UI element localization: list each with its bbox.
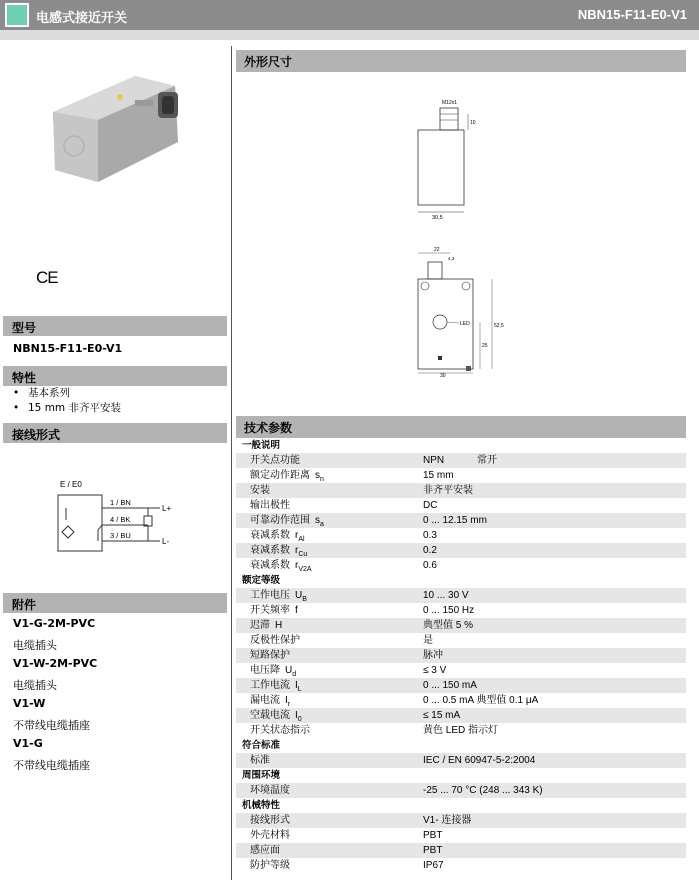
spec-row [236, 618, 686, 633]
spec-row [236, 588, 686, 603]
spec-row [236, 783, 686, 798]
spec-symbol: $U_d$ [285, 665, 297, 678]
svg-text:25: 25 [482, 343, 488, 349]
spec-row [236, 858, 686, 873]
spec-value: 非齐平安装 [423, 485, 473, 496]
accessories-section-header: 附件 [3, 593, 227, 613]
accessory-desc: 不带线电缆插座 [13, 759, 90, 772]
title-bar [0, 0, 699, 30]
spec-symbol: $r_{Al}$ [295, 530, 305, 543]
spec-category [236, 768, 686, 783]
spec-value: -25 ... 70 °C (248 ... 343 K) [423, 785, 543, 796]
page-model-number: NBN15-F11-E0-V1 [577, 7, 687, 22]
spec-value: IP67 [423, 860, 444, 871]
spec-row [236, 453, 686, 468]
spec-key: 衰减系数 $r_{V2A}$ [250, 560, 312, 573]
spec-row [236, 813, 686, 828]
spec-row [236, 648, 686, 663]
spec-key: 工作电压 $U_B$ [250, 590, 307, 603]
spec-row [236, 528, 686, 543]
spec-symbol: $r_{Cu}$ [295, 545, 308, 558]
spec-row [236, 678, 686, 693]
spec-symbol: H [275, 620, 283, 631]
spec-value-secondary: 常开 [477, 455, 497, 466]
svg-text:52,5: 52,5 [494, 323, 504, 329]
specs-table [236, 438, 686, 873]
spec-row [236, 468, 686, 483]
accessory-name: V1-G-2M-PVC [13, 617, 96, 630]
features-section-header: 特性 [3, 366, 227, 386]
spec-key: 衰减系数 $r_{Al}$ [250, 530, 305, 543]
spec-value: NPN [423, 455, 445, 466]
dimension-drawing-front [400, 242, 510, 377]
spec-key: 环境温度 [250, 785, 290, 796]
spec-key: 开关频率 f [250, 605, 298, 616]
spec-key: 漏电流 $I_r$ [250, 695, 291, 708]
spec-symbol: f [295, 605, 298, 616]
accessory-desc: 电缆插头 [13, 639, 57, 652]
wiring-pin-label: 1 / BN [110, 498, 131, 507]
spec-symbol: $I_r$ [285, 695, 291, 708]
spec-category-label: 周围环境 [242, 770, 281, 781]
svg-text:10: 10 [470, 120, 476, 126]
spec-row [236, 633, 686, 648]
dimension-drawing-side [400, 90, 520, 220]
spec-value: 黄色 LED 指示灯 [423, 725, 499, 736]
features-list [13, 386, 121, 416]
svg-text:M12x1: M12x1 [442, 100, 458, 106]
spec-value: 0.3 [423, 530, 437, 541]
spec-key: 开关状态指示 [250, 725, 310, 736]
spec-value: 0 ... 12.15 mm [423, 515, 487, 526]
svg-text:22: 22 [434, 247, 440, 253]
accessory-name: V1-G [13, 737, 43, 750]
spec-category-label: 机械特性 [242, 800, 281, 811]
spec-value: ≤ 3 V [423, 665, 447, 676]
wiring-terminal-label: L- [162, 537, 170, 546]
svg-text:4,3: 4,3 [448, 256, 455, 261]
spec-row [236, 498, 686, 513]
spec-row [236, 753, 686, 768]
wiring-diagram [50, 478, 190, 558]
spec-row [236, 543, 686, 558]
spec-row [236, 663, 686, 678]
spec-key: 安装 [250, 485, 270, 496]
wiring-pin-label: 3 / BU [110, 531, 131, 540]
spec-key: 衰减系数 $r_{Cu}$ [250, 545, 308, 558]
spec-row [236, 708, 686, 723]
spec-key: 开关点功能 [250, 455, 300, 466]
spec-key: 标准 [250, 755, 270, 766]
spec-key: 额定动作距离 $s_n$ [250, 470, 324, 483]
svg-text:30: 30 [440, 373, 446, 377]
page-title: 电感式接近开关 [36, 11, 128, 26]
spec-key: 工作电流 $I_L$ [250, 680, 302, 693]
spec-category [236, 798, 686, 813]
svg-text:30,5: 30,5 [432, 215, 443, 220]
spec-value: 0 ... 0.5 mA 典型值 0.1 μA [423, 695, 539, 706]
spec-value: PBT [423, 830, 443, 841]
accessory-desc: 电缆插头 [13, 679, 57, 692]
spec-category [236, 738, 686, 753]
spec-value: V1- 连接器 [423, 815, 472, 826]
spec-symbol: $r_{V2A}$ [295, 560, 312, 573]
spec-key: 空载电流 $I_0$ [250, 710, 302, 723]
wiring-code: E / E0 [60, 480, 82, 489]
spec-row [236, 843, 686, 858]
accessory-name: V1-W [13, 697, 46, 710]
spec-key: 外壳材料 [250, 830, 290, 841]
accessory-name: V1-W-2M-PVC [13, 657, 98, 670]
spec-key: 防护等级 [250, 860, 290, 871]
spec-row [236, 693, 686, 708]
feature-item: • 基本系列 [13, 386, 121, 401]
spec-category [236, 438, 686, 453]
sub-bar [0, 30, 699, 40]
spec-symbol: $I_0$ [295, 710, 302, 723]
spec-symbol: $s_n$ [315, 470, 324, 483]
product-photo [50, 70, 185, 190]
spec-category-label: 一般说明 [242, 440, 281, 451]
feature-item: • 15 mm 非齐平安装 [13, 401, 121, 416]
column-divider [231, 46, 232, 880]
spec-row [236, 483, 686, 498]
spec-row [236, 513, 686, 528]
spec-value: 是 [423, 635, 433, 646]
spec-key: 短路保护 [250, 650, 290, 661]
spec-key: 迟滞 H [250, 620, 283, 631]
model-value: NBN15-F11-E0-V1 [13, 342, 123, 355]
spec-value: 典型值 5 % [423, 620, 474, 631]
spec-value: 脉冲 [423, 650, 443, 661]
spec-value: 0 ... 150 mA [423, 680, 477, 691]
spec-value: 0.2 [423, 545, 437, 556]
spec-value: ≤ 15 mA [423, 710, 461, 721]
spec-row [236, 723, 686, 738]
spec-category-label: 符合标准 [242, 740, 281, 751]
spec-symbol: $I_L$ [295, 680, 302, 693]
spec-key: 可靠动作范围 $s_a$ [250, 515, 324, 528]
brand-square-icon [5, 3, 29, 27]
spec-key: 输出极性 [250, 500, 290, 511]
spec-symbol: $U_B$ [295, 590, 307, 603]
wiring-section-header: 接线形式 [3, 423, 227, 443]
spec-value: 0.6 [423, 560, 437, 571]
spec-value: 15 mm [423, 470, 454, 481]
spec-value: 0 ... 150 Hz [423, 605, 475, 616]
model-section-header: 型号 [3, 316, 227, 336]
spec-value: IEC / EN 60947-5-2:2004 [423, 755, 536, 766]
spec-category [236, 573, 686, 588]
specs-section-header: 技术参数 [236, 416, 686, 438]
ce-mark: CE [36, 268, 58, 287]
spec-category-label: 额定等级 [242, 575, 281, 586]
spec-row [236, 558, 686, 573]
spec-row [236, 603, 686, 618]
spec-key: 电压降 $U_d$ [250, 665, 297, 678]
spec-symbol: $s_a$ [315, 515, 324, 528]
spec-key: 接线形式 [250, 815, 290, 826]
wiring-pin-label: 4 / BK [110, 515, 131, 524]
spec-key: 感应面 [250, 845, 280, 856]
wiring-terminal-label: L+ [162, 504, 172, 513]
spec-value: 10 ... 30 V [423, 590, 469, 601]
spec-value: DC [423, 500, 438, 511]
spec-value: PBT [423, 845, 443, 856]
dimensions-section-header: 外形尺寸 [236, 50, 686, 72]
spec-key: 反极性保护 [250, 635, 300, 646]
svg-text:LED: LED [460, 321, 470, 327]
spec-row [236, 828, 686, 843]
accessory-desc: 不带线电缆插座 [13, 719, 90, 732]
